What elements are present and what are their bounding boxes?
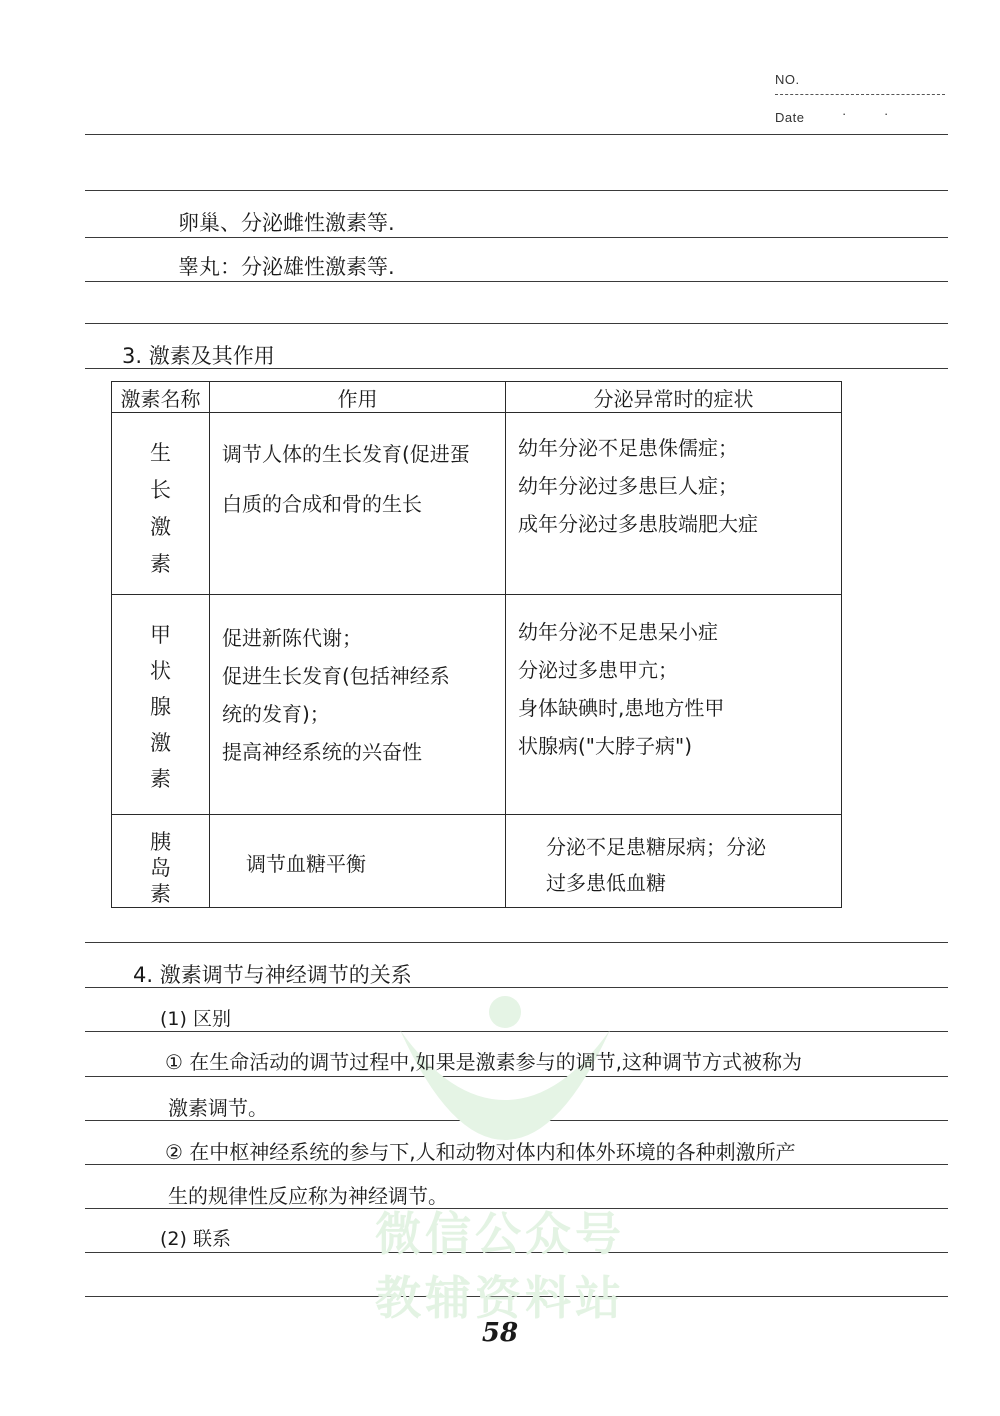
no-underline [775, 94, 945, 95]
ruled-line [85, 190, 948, 191]
watermark-logo [390, 990, 620, 1160]
col-header-name: 激素名称 [112, 382, 210, 413]
paragraph-2-line-1: ② 在中枢神经系统的参与下,人和动物对体内和体外环境的各种刺激所产 [165, 1140, 796, 1164]
hormone-name: 胰 岛 素 [150, 830, 171, 906]
date-dot: · [842, 106, 847, 121]
date-label: Date [775, 110, 805, 125]
paragraph-1-line-1: ① 在生命活动的调节过程中,如果是激素参与的调节,这种调节方式被称为 [165, 1050, 803, 1074]
hormone-symptoms: 幼年分泌不足患侏儒症； 幼年分泌过多患巨人症； 成年分泌过多患肢端肥大症 [518, 436, 758, 536]
section-4-title: 4. 激素调节与神经调节的关系 [133, 963, 412, 987]
hormone-name: 甲 状 腺 激 素 [150, 623, 171, 791]
date-dot: · [884, 106, 889, 121]
hormone-symptoms: 分泌不足患糖尿病；分泌 过多患低血糖 [546, 835, 766, 895]
paragraph-2-line-2: 生的规律性反应称为神经调节。 [168, 1184, 448, 1208]
paragraph-1-line-2: 激素调节。 [168, 1096, 268, 1120]
table-row [112, 595, 842, 815]
section-3-title: 3. 激素及其作用 [122, 344, 275, 368]
testis-line: 睾丸：分泌雄性激素等. [178, 255, 395, 279]
page-number: 58 [481, 1318, 519, 1348]
ruled-line [85, 237, 948, 238]
hormone-name: 生 长 激 素 [150, 441, 171, 576]
ruled-line [85, 323, 948, 324]
subsection-relation: (2) 联系 [160, 1228, 231, 1250]
no-label: NO. [775, 72, 800, 87]
watermark-line-2: 教辅资料站 [375, 1271, 625, 1325]
ruled-line [85, 281, 948, 282]
watermark-line-1: 微信公众号 [375, 1207, 625, 1261]
col-header-effect: 作用 [210, 382, 506, 413]
subsection-difference: (1) 区别 [160, 1008, 231, 1030]
ruled-line [85, 368, 948, 369]
table-header-row [112, 382, 842, 413]
col-header-symptoms: 分泌异常时的症状 [506, 382, 842, 413]
ovary-line: 卵巢、分泌雌性激素等. [178, 211, 395, 235]
hormone-effect: 调节血糖平衡 [246, 852, 366, 876]
table-row [112, 815, 842, 908]
table-row [112, 413, 842, 595]
ruled-line [85, 1164, 948, 1165]
hormone-table [111, 381, 842, 908]
ruled-line [85, 134, 948, 135]
ruled-line [85, 942, 948, 943]
hormone-effect: 促进新陈代谢； 促进生长发育(包括神经系 统的发育)； 提高神经系统的兴奋性 [222, 626, 450, 764]
hormone-symptoms: 幼年分泌不足患呆小症 分泌过多患甲亢； 身体缺碘时,患地方性甲 状腺病("大脖子病") [518, 620, 725, 758]
ruled-line [85, 987, 948, 988]
hormone-effect: 调节人体的生长发育(促进蛋 白质的合成和骨的生长 [222, 442, 470, 516]
